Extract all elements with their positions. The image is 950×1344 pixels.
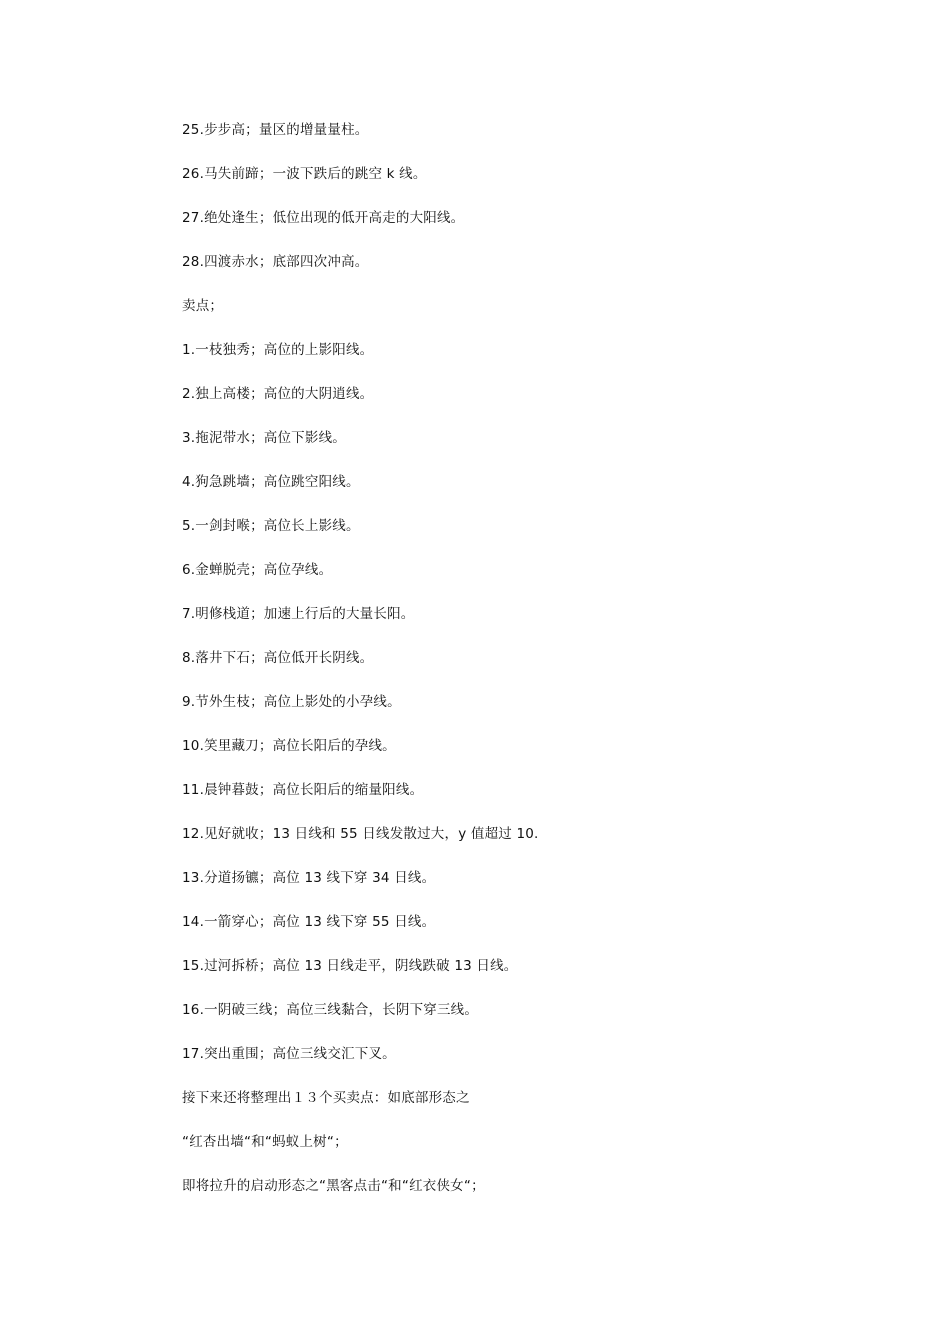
text-line: 15.过河拆桥；高位 13 日线走平，阴线跌破 13 日线。 [182,958,518,974]
text-line: 27.绝处逢生；低位出现的低开高走的大阳线。 [182,210,465,226]
text-line: 28.四渡赤水；底部四次冲高。 [182,254,369,270]
text-line: 4.狗急跳墙；高位跳空阳线。 [182,474,360,490]
text-line: 6.金蝉脱壳；高位孕线。 [182,562,333,578]
text-line: 5.一剑封喉；高位长上影线。 [182,518,360,534]
text-line: 11.晨钟暮鼓；高位长阳后的缩量阳线。 [182,782,424,798]
text-line: 10.笑里藏刀；高位长阳后的孕线。 [182,738,396,754]
text-line: 25.步步高；量区的增量量柱。 [182,122,369,138]
text-line: 8.落井下石；高位低开长阴线。 [182,650,374,666]
text-line: “红杏出墙“和“蚂蚁上树“； [182,1134,348,1150]
text-line: 3.拖泥带水；高位下影线。 [182,430,346,446]
text-line: 即将拉升的启动形态之“黑客点击“和“红衣侠女“； [182,1178,485,1194]
text-line: 12.见好就收；13 日线和 55 日线发散过大，y 值超过 10. [182,826,539,842]
text-line: 16.一阴破三线；高位三线黏合，长阴下穿三线。 [182,1002,479,1018]
text-lines [182,118,902,1218]
text-line: 26.马失前蹄；一波下跌后的跳空 k 线。 [182,166,427,182]
text-line: 接下来还将整理出１３个买卖点：如底部形态之 [182,1090,470,1106]
text-line: 13.分道扬镳；高位 13 线下穿 34 日线。 [182,870,436,886]
text-line: 7.明修栈道；加速上行后的大量长阳。 [182,606,415,622]
text-line: 14.一箭穿心；高位 13 线下穿 55 日线。 [182,914,436,930]
text-line: 2.独上高楼；高位的大阴逍线。 [182,386,374,402]
text-line: 17.突出重围；高位三线交汇下叉。 [182,1046,396,1062]
section-heading: 卖点； [182,298,224,314]
text-line: 1.一枝独秀；高位的上影阳线。 [182,342,374,358]
text-line: 9.节外生枝；高位上影处的小孕线。 [182,694,401,710]
